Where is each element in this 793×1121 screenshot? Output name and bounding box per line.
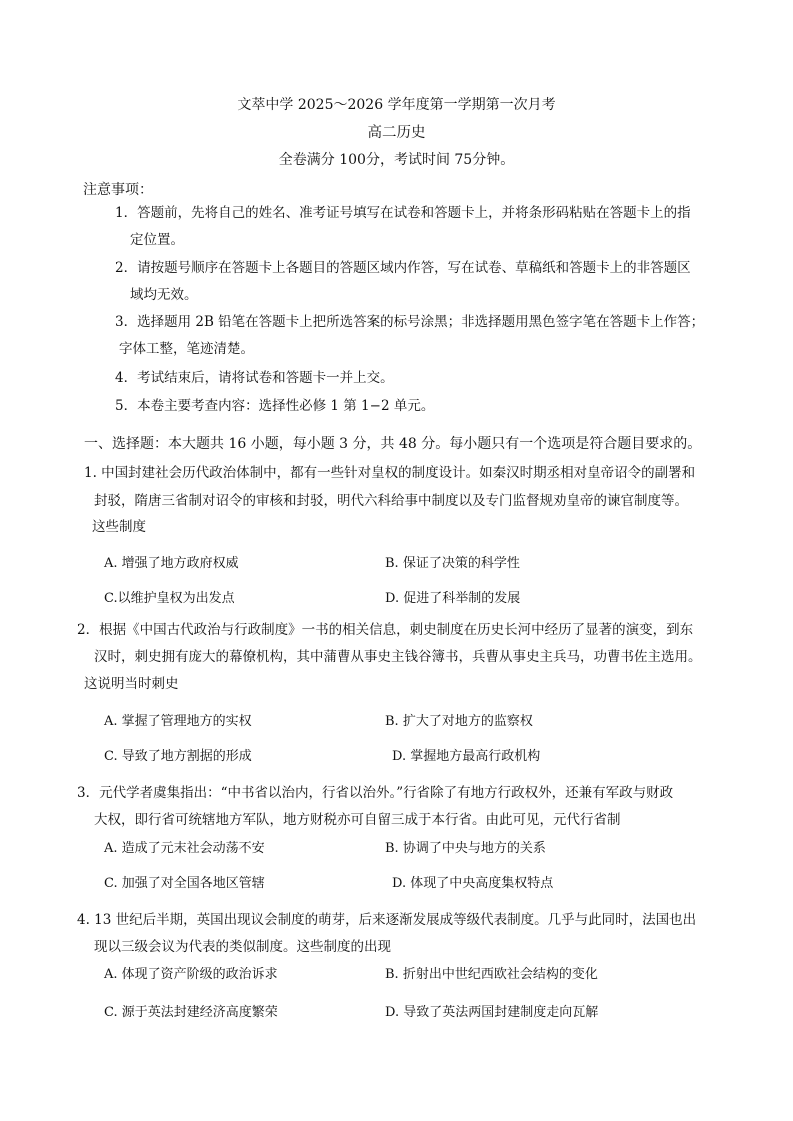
question-1-option-a[interactable]: A. 增强了地方政府权威 (104, 556, 239, 571)
question-1-option-d[interactable]: D. 促进了科举制的发展 (385, 591, 521, 606)
question-3-option-a[interactable]: A. 造成了元末社会动荡不安 (104, 841, 265, 856)
note-item: 5．本卷主要考查内容：选择性必修 1 第 1−2 单元。 (115, 398, 435, 414)
question-1-line: 这些制度 (92, 519, 146, 535)
question-2-option-c[interactable]: C. 导致了地方割据的形成 (104, 749, 252, 764)
question-2-option-d[interactable]: D. 掌握地方最高行政机构 (392, 749, 541, 764)
question-2-line: 汉时，刺史拥有庞大的幕僚机构，其中蒲曹从事史主钱谷簿书，兵曹从事史主兵马，功曹书佐主选用。 (94, 649, 702, 665)
question-3-option-b[interactable]: B. 协调了中央与地方的关系 (385, 841, 546, 856)
section-heading: 一、选择题：本大题共 16 小题，每小题 3 分，共 48 分。每小题只有一个选项是符合题目要求的。 (84, 436, 702, 452)
question-3-line: 大权，即行省可统辖地方军队，地方财税亦可自留三成于本行省。由此可见，元代行省制 (94, 812, 621, 828)
notes-heading: 注意事项： (83, 182, 153, 198)
question-1-option-c[interactable]: C.以维护皇权为出发点 (104, 591, 235, 606)
note-item: 1．答题前，先将自己的姓名、准考证号填写在试卷和答题卡上，并将条形码粘贴在答题卡上的指 (115, 205, 691, 221)
note-item: 2．请按题号顺序在答题卡上各题目的答题区域内作答，写在试卷、草稿纸和答题卡上的非答题区 (115, 260, 691, 276)
question-4-option-a[interactable]: A. 体现了资产阶级的政治诉求 (104, 967, 278, 982)
exam-subject: 高二历史 (367, 125, 426, 141)
question-4-option-b[interactable]: B. 折射出中世纪西欧社会结构的变化 (385, 967, 598, 982)
question-2-option-b[interactable]: B. 扩大了对地方的监察权 (385, 714, 533, 729)
question-3-option-d[interactable]: D. 体现了中央高度集权特点 (392, 876, 554, 891)
note-item: 3．选择题用 2B 铅笔在答题卡上把所选答案的标号涂黑；非选择题用黑色签字笔在答题卡上作答； (115, 314, 705, 330)
question-1-option-b[interactable]: B. 保证了决策的科学性 (385, 556, 520, 571)
question-1-line: 封驳，隋唐三省制对诏令的审核和封驳，明代六科给事中制度以及专门监督规劝皇帝的谏官制度等。 (94, 493, 688, 509)
question-3-line: 3．元代学者虞集指出：“中书省以治内，行省以治外。”行省除了有地方行政权外，还兼有军政与财政 (77, 785, 674, 801)
note-item-continued: 定位置。 (130, 232, 184, 248)
question-2-option-a[interactable]: A. 掌握了管理地方的实权 (104, 714, 252, 729)
note-item: 4．考试结束后，请将试卷和答题卡一并上交。 (115, 370, 394, 386)
exam-title: 文萃中学 2025～2026 学年度第一学期第一次月考 (237, 97, 556, 113)
note-item-continued: 域均无效。 (130, 287, 198, 303)
question-4-line: 4. 13 世纪后半期，英国出现议会制度的萌芽，后来逐渐发展成等级代表制度。几乎与此同时，法国也出 (77, 912, 697, 928)
note-item-continued: 字体工整，笔迹清楚。 (119, 341, 254, 357)
question-4-line: 现以三级会议为代表的类似制度。这些制度的出现 (94, 939, 391, 955)
question-1-line: 1. 中国封建社会历代政治体制中，都有一些针对皇权的制度设计。如秦汉时期丞相对皇帝诏令的副署和 (84, 465, 696, 481)
question-4-option-d[interactable]: D. 导致了英法两国封建制度走向瓦解 (385, 1005, 599, 1020)
question-2-line: 2．根据《中国古代政治与行政制度》一书的相关信息，刺史制度在历史长河中经历了显著的演变，到东 (77, 622, 694, 638)
score-info: 全卷满分 100分，考试时间 75分钟。 (278, 152, 515, 168)
question-4-option-c[interactable]: C. 源于英法封建经济高度繁荣 (104, 1005, 278, 1020)
question-3-option-c[interactable]: C. 加强了对全国各地区管辖 (104, 876, 265, 891)
question-2-line: 这说明当时刺史 (84, 676, 179, 692)
